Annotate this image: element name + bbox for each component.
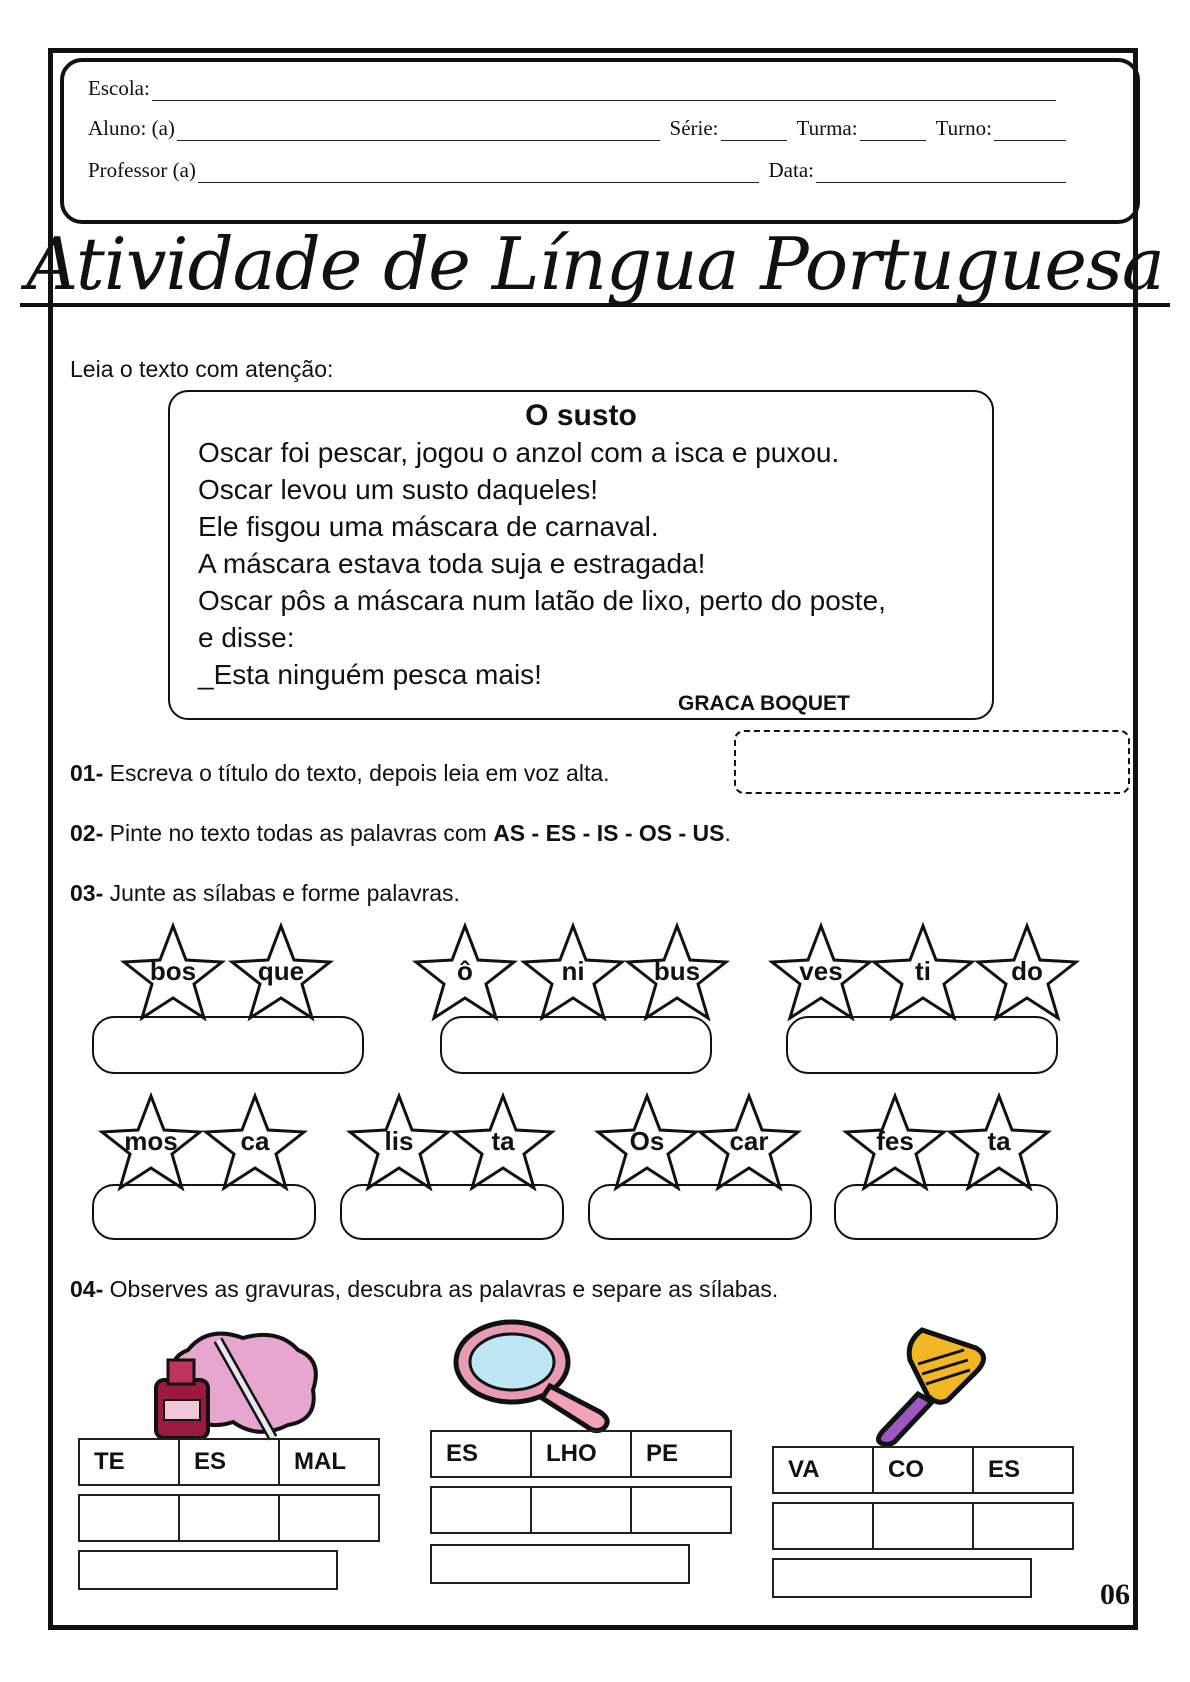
star-syllable: ves xyxy=(799,956,843,986)
syllable-star xyxy=(624,922,730,1022)
syllable-star xyxy=(594,1092,700,1192)
syllable-star xyxy=(696,1092,802,1192)
star-syllable: ô xyxy=(457,956,473,986)
word-answer-box[interactable] xyxy=(340,1184,564,1240)
question-text: Pinte no texto todas as palavras com xyxy=(109,820,494,846)
story-line: Oscar foi pescar, jogou o anzol com a isca e puxou. xyxy=(198,437,840,468)
question-number: 03- xyxy=(70,880,104,906)
brush-icon xyxy=(866,1320,994,1446)
syllable-table xyxy=(430,1430,732,1534)
story-line: A máscara estava toda suja e estragada! xyxy=(198,548,706,579)
story-line: Ele fisgou uma máscara de carnaval. xyxy=(198,511,659,542)
grade-field[interactable] xyxy=(721,120,787,141)
answer-cell[interactable] xyxy=(431,1487,531,1533)
syllable-table xyxy=(78,1438,380,1542)
question-number: 04- xyxy=(70,1276,104,1302)
answer-cell[interactable] xyxy=(279,1495,379,1541)
question-number: 02- xyxy=(70,820,104,846)
syllable-cell: ES xyxy=(179,1439,279,1485)
class-label: Turma: xyxy=(796,116,858,140)
answer-cell[interactable] xyxy=(773,1503,873,1549)
question-number: 01- xyxy=(70,760,104,786)
syllable-cell: TE xyxy=(79,1439,179,1485)
word-answer-box[interactable] xyxy=(772,1558,1032,1598)
star-syllable: ti xyxy=(915,956,931,986)
syllable-cell: PE xyxy=(631,1431,731,1477)
star-syllable: ta xyxy=(987,1126,1011,1156)
answer-cell[interactable] xyxy=(531,1487,631,1533)
nail-polish-icon xyxy=(148,1320,328,1446)
page-number: 06 xyxy=(1100,1578,1130,1611)
question-2 xyxy=(70,820,731,847)
student-info-box xyxy=(60,58,1140,224)
star-syllable: que xyxy=(257,956,305,986)
shift-field[interactable] xyxy=(994,120,1066,141)
teacher-field[interactable] xyxy=(198,162,759,183)
syllable-star xyxy=(346,1092,452,1192)
question-4 xyxy=(70,1276,778,1303)
story-box xyxy=(168,390,994,720)
syllable-star xyxy=(202,1092,308,1192)
class-field[interactable] xyxy=(860,120,926,141)
date-field[interactable] xyxy=(816,162,1066,183)
syllable-star xyxy=(412,922,518,1022)
star-syllable: ca xyxy=(240,1126,270,1156)
star-syllable: mos xyxy=(124,1126,178,1156)
syllable-star xyxy=(946,1092,1052,1192)
story-line: Oscar levou um susto daqueles! xyxy=(198,474,598,505)
star-syllable: do xyxy=(1011,956,1043,986)
question-text: Observes as gravuras, descubra as palavras e separe as sílabas. xyxy=(109,1276,779,1302)
answer-cell[interactable] xyxy=(873,1503,973,1549)
title-answer-box[interactable] xyxy=(734,730,1130,794)
star-syllable: Os xyxy=(629,1126,665,1156)
syllable-star xyxy=(520,922,626,1022)
answer-cell[interactable] xyxy=(79,1495,179,1541)
star-syllable: bos xyxy=(149,956,197,986)
syllable-table xyxy=(772,1446,1074,1550)
school-field[interactable] xyxy=(152,80,1056,101)
syllable-list: AS - ES - IS - OS - US xyxy=(493,820,725,846)
grade-label: Série: xyxy=(669,116,719,140)
shift-label: Turno: xyxy=(935,116,992,140)
question-text: Escreva o título do texto, depois leia em voz alta. xyxy=(109,760,610,786)
story-line: _Esta ninguém pesca mais! xyxy=(198,659,542,690)
syllable-cell: VA xyxy=(773,1447,873,1493)
teacher-label: Professor (a) xyxy=(88,158,196,182)
syllable-star xyxy=(870,922,976,1022)
star-syllable: bus xyxy=(653,956,701,986)
answer-cell[interactable] xyxy=(179,1495,279,1541)
reading-instruction: Leia o texto com atenção: xyxy=(70,356,334,382)
answer-cell[interactable] xyxy=(631,1487,731,1533)
story-author: GRACA BOQUET xyxy=(678,692,850,715)
question-end: . xyxy=(724,820,731,846)
word-answer-box[interactable] xyxy=(588,1184,812,1240)
question-text: Junte as sílabas e forme palavras. xyxy=(109,880,460,906)
syllable-cell: CO xyxy=(873,1447,973,1493)
student-field[interactable] xyxy=(177,120,660,141)
word-answer-box[interactable] xyxy=(786,1016,1058,1074)
syllable-star xyxy=(842,1092,948,1192)
star-syllable: car xyxy=(729,1126,769,1156)
answer-cell[interactable] xyxy=(973,1503,1073,1549)
syllable-star xyxy=(228,922,334,1022)
story-line: Oscar pôs a máscara num latão de lixo, perto do poste, xyxy=(198,585,886,616)
star-syllable: ni xyxy=(561,956,585,986)
syllable-star xyxy=(98,1092,204,1192)
question-1 xyxy=(70,760,610,787)
word-answer-box[interactable] xyxy=(78,1550,338,1590)
date-label: Data: xyxy=(768,158,814,182)
page-title: Atividade de Língua Portuguesa xyxy=(0,222,1190,307)
syllable-cell: ES xyxy=(973,1447,1073,1493)
syllable-star xyxy=(450,1092,556,1192)
word-answer-box[interactable] xyxy=(834,1184,1058,1240)
school-label: Escola: xyxy=(88,76,150,100)
word-answer-box[interactable] xyxy=(440,1016,712,1074)
student-label: Aluno: (a) xyxy=(88,116,175,140)
word-answer-box[interactable] xyxy=(92,1016,364,1074)
syllable-cell: MAL xyxy=(279,1439,379,1485)
word-answer-box[interactable] xyxy=(92,1184,316,1240)
word-answer-box[interactable] xyxy=(430,1544,690,1584)
story-line: e disse: xyxy=(198,622,295,653)
syllable-star xyxy=(974,922,1080,1022)
star-syllable: ta xyxy=(491,1126,515,1156)
question-3 xyxy=(70,880,460,907)
star-syllable: lis xyxy=(384,1126,414,1156)
syllable-star xyxy=(768,922,874,1022)
syllable-cell: LHO xyxy=(531,1431,631,1477)
syllable-star xyxy=(120,922,226,1022)
star-syllable: fes xyxy=(876,1126,914,1156)
mirror-icon xyxy=(450,1316,618,1434)
story-title: O susto xyxy=(525,399,637,432)
syllable-cell: ES xyxy=(431,1431,531,1477)
